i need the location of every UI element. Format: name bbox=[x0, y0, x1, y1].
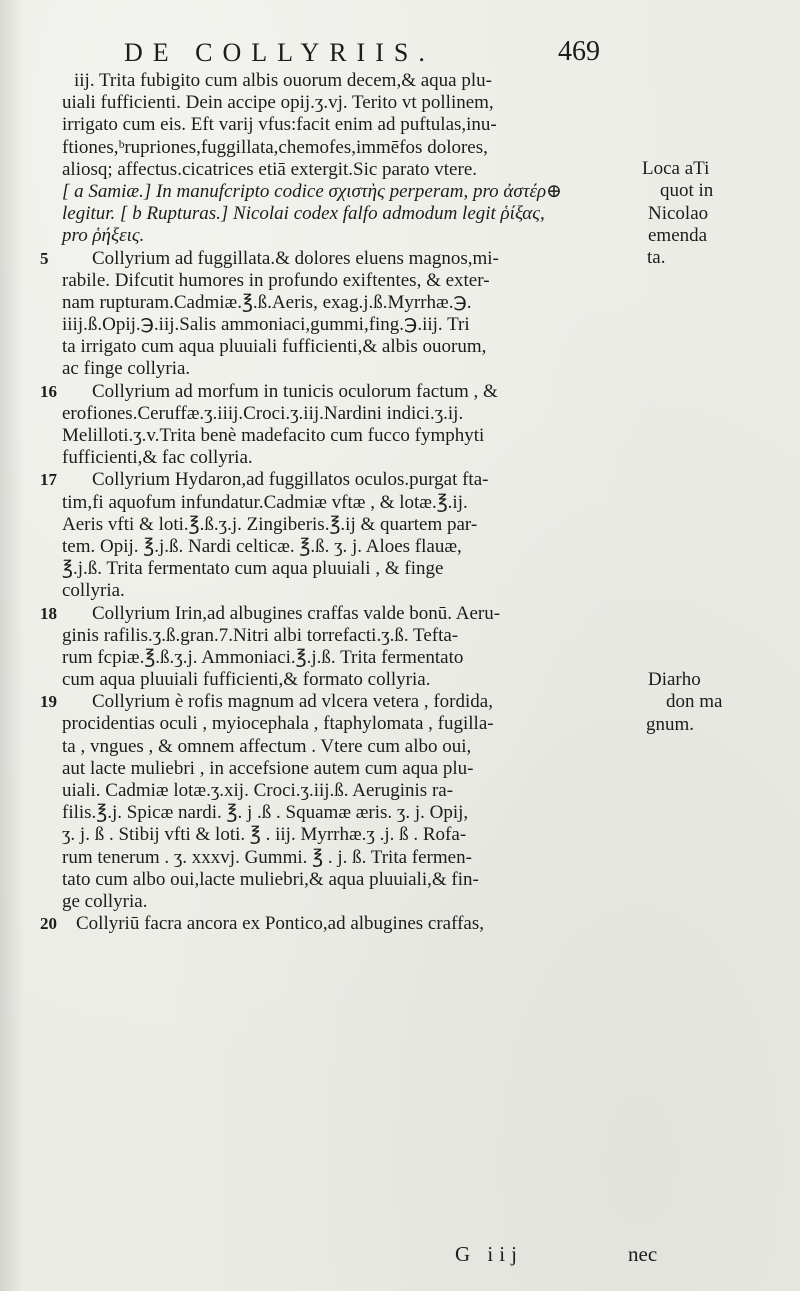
text-line bbox=[62, 292, 630, 314]
line-text: iij. Trita fubigito cum albis ouorum decem,& aqua plu- bbox=[74, 70, 492, 91]
line-text: aut lacte muliebri , in accefsione autem cum aqua plu- bbox=[62, 757, 474, 779]
line-text: Aeris vfti & loti.℥.ß.ʒ.j. Zingiberis.℥.ij & quartem par- bbox=[62, 513, 478, 535]
margin-note-diarhodon-line-2: don ma bbox=[666, 691, 723, 712]
text-line bbox=[40, 602, 630, 625]
line-text: pro ῥήξεις. bbox=[62, 225, 145, 247]
line-text: collyria. bbox=[62, 580, 125, 602]
text-line bbox=[62, 869, 630, 891]
text-line bbox=[62, 580, 630, 602]
text-line bbox=[62, 802, 630, 824]
margin-note-loca-line-4: emenda bbox=[648, 225, 708, 246]
margin-note-loca-line-1: Loca aTi bbox=[642, 158, 710, 179]
text-line bbox=[62, 403, 630, 425]
line-text: Collyriū facra ancora ex Pontico,ad albugines craffas, bbox=[76, 913, 484, 935]
margin-note-diarhodon-line-3: gnum. bbox=[646, 714, 695, 735]
line-text: tim,fi aquofum infundatur.Cadmiæ vftæ , & lotæ.℥.ij. bbox=[62, 491, 468, 513]
text-line bbox=[62, 736, 630, 758]
text-line bbox=[62, 558, 630, 580]
footnote-line bbox=[62, 181, 630, 203]
text-line bbox=[62, 114, 630, 136]
text-line bbox=[62, 92, 630, 114]
text-line bbox=[62, 270, 630, 292]
line-text: Collyrium Irin,ad albugines craffas valde bonū. Aeru- bbox=[92, 602, 501, 624]
text-line bbox=[40, 247, 630, 270]
page-footer bbox=[0, 1242, 800, 1272]
line-text: rum tenerum . ʒ. xxxvj. Gummi. ℥ . j. ß. Trita fermen- bbox=[62, 846, 472, 868]
recipe-number: 17 bbox=[40, 470, 57, 490]
line-text: ac finge collyria. bbox=[62, 358, 191, 380]
catchword: nec bbox=[628, 1242, 658, 1266]
line-text: legitur. [ b Rupturas.] Nicolai codex falfo admodum legit ῥίξας, bbox=[62, 203, 545, 225]
line-text: Collyrium ad fuggillata.& dolores eluens magnos,mi- bbox=[92, 247, 499, 269]
text-line bbox=[62, 492, 630, 514]
line-text: erofiones.Ceruffæ.ʒ.iiij.Croci.ʒ.iij.Nardini indici.ʒ.ij. bbox=[62, 402, 464, 424]
text-line bbox=[62, 514, 630, 536]
line-text: ℥.j.ß. Trita fermentato cum aqua pluuiali , & finge bbox=[62, 558, 444, 580]
text-line bbox=[62, 447, 630, 469]
running-head: DE COLLYRIIS. bbox=[124, 38, 435, 67]
text-line bbox=[40, 469, 630, 491]
line-text: ftiones,ᵇrupriones,fuggillata,chemofes,immēfos dolores, bbox=[62, 136, 488, 158]
text-line bbox=[62, 758, 630, 780]
page-number: 469 bbox=[558, 36, 600, 67]
line-text: fufficienti,& fac collyria. bbox=[62, 447, 253, 469]
text-line bbox=[62, 780, 630, 802]
line-text: rum fcpiæ.℥.ß.ʒ.j. Ammoniaci.℥.j.ß. Trita fermentato bbox=[62, 646, 464, 668]
line-text: tato cum albo oui,lacte muliebri,& aqua pluuiali,& fin- bbox=[62, 868, 479, 890]
text-line bbox=[62, 336, 630, 358]
line-text: Melilloti.ʒ.v.Trita benè madefacito cum fucco fymphyti bbox=[62, 425, 485, 446]
recipe-number: 5 bbox=[40, 248, 49, 268]
line-text: ʒ. j. ß . Stibij vfti & loti. ℥ . iij. Myrrhæ.ʒ .j. ß . Rofa- bbox=[62, 824, 467, 846]
recipe-number: 18 bbox=[40, 603, 57, 623]
gutter-shadow bbox=[0, 0, 24, 1291]
line-text: ta irrigato cum aqua pluuiali fufficienti,& albis ouorum, bbox=[62, 336, 487, 358]
line-text: uiali. Cadmiæ lotæ.ʒ.xij. Croci.ʒ.iij.ß. Aeruginis ra- bbox=[62, 780, 454, 801]
text-line bbox=[62, 358, 630, 380]
line-text: ta , vngues , & omnem affectum . Vtere cum albo oui, bbox=[62, 735, 472, 757]
margin-note-loca-line-3: Nicolao bbox=[648, 203, 709, 224]
text-line bbox=[62, 669, 630, 691]
text-line bbox=[62, 647, 630, 669]
margin-note-loca-line-2: quot in bbox=[660, 180, 714, 201]
text-line bbox=[62, 824, 630, 846]
line-text: tem. Opij. ℥.j.ß. Nardi celticæ. ℥.ß. ʒ. j. Aloes flauæ, bbox=[62, 535, 462, 557]
line-text: Collyrium ad morfum in tunicis oculorum factum , & bbox=[92, 380, 498, 402]
recipe-number: 16 bbox=[40, 381, 57, 401]
text-line bbox=[62, 70, 630, 92]
line-text: iiij.ß.Opij.℈.iij.Salis ammoniaci,gummi,fing.℈.iij. Tri bbox=[62, 314, 470, 336]
text-line bbox=[40, 691, 630, 713]
text-line bbox=[62, 314, 630, 336]
line-text: Collyrium è rofis magnum ad vlcera vetera , fordida, bbox=[92, 691, 493, 713]
footnote-line bbox=[62, 225, 630, 247]
text-line bbox=[62, 159, 630, 181]
text-line bbox=[62, 625, 630, 647]
line-text: cum aqua pluuiali fufficienti,& formato collyria. bbox=[62, 669, 431, 691]
recipe-number: 20 bbox=[40, 914, 57, 934]
line-text: rabile. Difcutit humores in profundo exiftentes, & exter- bbox=[62, 269, 490, 291]
line-text: ge collyria. bbox=[62, 890, 148, 912]
text-line bbox=[62, 536, 630, 558]
line-text: irrigato cum eis. Eft varij vfus:facit enim ad puftulas,inu- bbox=[62, 114, 497, 136]
line-text: [ a Samiæ.] In manufcripto codice σχιστὴς perperam, pro ἀστέρ⊕ bbox=[62, 180, 563, 202]
margin-note-loca-line-5: ta. bbox=[647, 247, 666, 268]
line-text: Collyrium Hydaron,ad fuggillatos oculos.purgat fta- bbox=[92, 469, 489, 491]
line-text: aliosq; affectus.cicatrices etiā extergit.Sic parato vtere. bbox=[62, 158, 478, 180]
text-line bbox=[62, 137, 630, 159]
line-text: filis.℥.j. Spicæ nardi. ℥. j .ß . Squamæ æris. ʒ. j. Opij, bbox=[62, 802, 469, 824]
text-line bbox=[62, 425, 630, 447]
line-text: nam rupturam.Cadmiæ.℥.ß.Aeris, exag.j.ß.Myrrhæ.℈. bbox=[62, 291, 472, 313]
text-line bbox=[40, 380, 630, 403]
text-line bbox=[62, 713, 630, 735]
text-line bbox=[62, 891, 630, 913]
line-text: uiali fufficienti. Dein accipe opij.ʒ.vj. Terito vt pollinem, bbox=[62, 92, 494, 114]
main-text-block bbox=[40, 70, 630, 935]
line-text: procidentias oculi , myiocephala , ftaphylomata , fugilla- bbox=[62, 713, 494, 735]
line-text: ginis rafilis.ʒ.ß.gran.7.Nitri albi torrefacti.ʒ.ß. Tefta- bbox=[62, 624, 459, 646]
signature-mark: G iij bbox=[455, 1242, 523, 1266]
margin-note-diarhodon-line-1: Diarho bbox=[648, 669, 701, 690]
footnote-line bbox=[62, 203, 630, 225]
text-line bbox=[62, 847, 630, 869]
text-line bbox=[40, 913, 630, 935]
recipe-number: 19 bbox=[40, 692, 57, 712]
